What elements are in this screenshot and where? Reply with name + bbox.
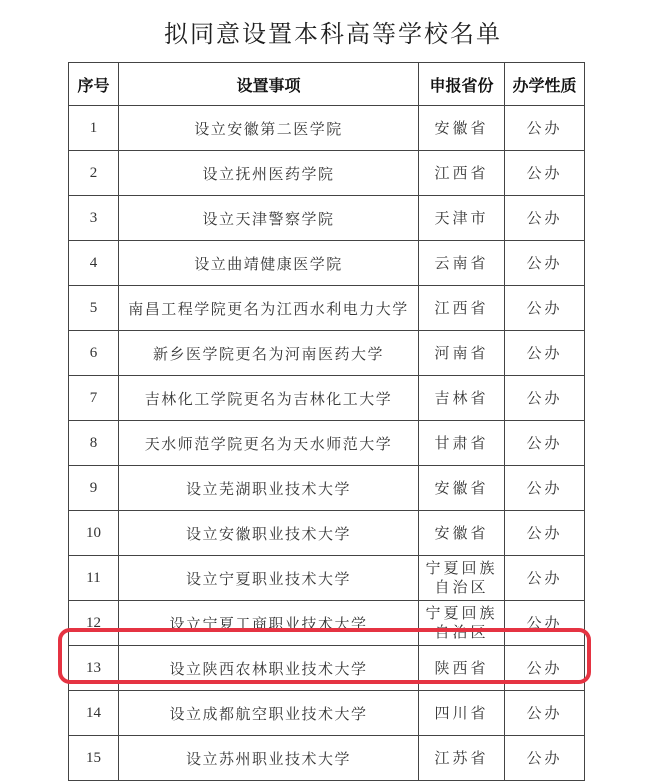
row-establishment-item: 设立宁夏工商职业技术大学 bbox=[119, 601, 419, 646]
row-establishment-item: 设立陕西农林职业技术大学 bbox=[119, 646, 419, 691]
row-serial-number: 12 bbox=[69, 601, 119, 646]
row-establishment-item: 南昌工程学院更名为江西水利电力大学 bbox=[119, 286, 419, 331]
row-province: 河南省 bbox=[419, 331, 505, 376]
row-establishment-item: 设立苏州职业技术大学 bbox=[119, 736, 419, 781]
table-row bbox=[69, 106, 585, 151]
row-serial-number: 15 bbox=[69, 736, 119, 781]
row-serial-number: 11 bbox=[69, 556, 119, 601]
row-establishment-item: 吉林化工学院更名为吉林化工大学 bbox=[119, 376, 419, 421]
row-school-nature: 公办 bbox=[505, 421, 585, 466]
table-row bbox=[69, 196, 585, 241]
row-school-nature: 公办 bbox=[505, 331, 585, 376]
table-row bbox=[69, 151, 585, 196]
table-row bbox=[69, 331, 585, 376]
table-row bbox=[69, 376, 585, 421]
school-list-table bbox=[68, 62, 585, 781]
row-establishment-item: 设立芜湖职业技术大学 bbox=[119, 466, 419, 511]
row-school-nature: 公办 bbox=[505, 286, 585, 331]
row-serial-number: 14 bbox=[69, 691, 119, 736]
row-serial-number: 5 bbox=[69, 286, 119, 331]
document-title: 拟同意设置本科高等学校名单 bbox=[164, 20, 502, 48]
row-province: 宁夏回族自治区 bbox=[419, 556, 505, 601]
row-school-nature: 公办 bbox=[505, 106, 585, 151]
row-serial-number: 13 bbox=[69, 646, 119, 691]
row-establishment-item: 设立宁夏职业技术大学 bbox=[119, 556, 419, 601]
header-province: 申报省份 bbox=[419, 63, 505, 106]
row-school-nature: 公办 bbox=[505, 241, 585, 286]
row-province: 江苏省 bbox=[419, 736, 505, 781]
row-serial-number: 3 bbox=[69, 196, 119, 241]
row-school-nature: 公办 bbox=[505, 601, 585, 646]
row-serial-number: 2 bbox=[69, 151, 119, 196]
row-province: 安徽省 bbox=[419, 466, 505, 511]
row-serial-number: 9 bbox=[69, 466, 119, 511]
row-serial-number: 7 bbox=[69, 376, 119, 421]
row-province: 安徽省 bbox=[419, 106, 505, 151]
row-establishment-item: 设立曲靖健康医学院 bbox=[119, 241, 419, 286]
table-row bbox=[69, 466, 585, 511]
table-row bbox=[69, 511, 585, 556]
header-serial-number: 序号 bbox=[69, 63, 119, 106]
row-province: 陕西省 bbox=[419, 646, 505, 691]
header-school-nature: 办学性质 bbox=[505, 63, 585, 106]
row-province: 江西省 bbox=[419, 286, 505, 331]
row-school-nature: 公办 bbox=[505, 511, 585, 556]
row-establishment-item: 设立安徽第二医学院 bbox=[119, 106, 419, 151]
row-serial-number: 10 bbox=[69, 511, 119, 556]
table-row bbox=[69, 601, 585, 646]
row-province: 宁夏回族自治区 bbox=[419, 601, 505, 646]
row-school-nature: 公办 bbox=[505, 556, 585, 601]
row-serial-number: 8 bbox=[69, 421, 119, 466]
row-serial-number: 1 bbox=[69, 106, 119, 151]
row-school-nature: 公办 bbox=[505, 376, 585, 421]
row-province: 安徽省 bbox=[419, 511, 505, 556]
row-school-nature: 公办 bbox=[505, 646, 585, 691]
row-serial-number: 4 bbox=[69, 241, 119, 286]
table-row bbox=[69, 556, 585, 601]
table-header-row bbox=[69, 63, 585, 106]
header-establishment-item: 设置事项 bbox=[119, 63, 419, 106]
row-province: 吉林省 bbox=[419, 376, 505, 421]
row-school-nature: 公办 bbox=[505, 691, 585, 736]
table-row bbox=[69, 241, 585, 286]
table-row bbox=[69, 691, 585, 736]
row-province: 天津市 bbox=[419, 196, 505, 241]
row-province: 云南省 bbox=[419, 241, 505, 286]
row-school-nature: 公办 bbox=[505, 736, 585, 781]
row-province: 甘肃省 bbox=[419, 421, 505, 466]
row-establishment-item: 设立抚州医药学院 bbox=[119, 151, 419, 196]
row-serial-number: 6 bbox=[69, 331, 119, 376]
row-establishment-item: 设立安徽职业技术大学 bbox=[119, 511, 419, 556]
row-school-nature: 公办 bbox=[505, 151, 585, 196]
table-row bbox=[69, 421, 585, 466]
row-province: 四川省 bbox=[419, 691, 505, 736]
row-school-nature: 公办 bbox=[505, 196, 585, 241]
row-establishment-item: 设立天津警察学院 bbox=[119, 196, 419, 241]
table-row bbox=[69, 286, 585, 331]
row-establishment-item: 设立成都航空职业技术大学 bbox=[119, 691, 419, 736]
row-school-nature: 公办 bbox=[505, 466, 585, 511]
table-row-highlighted bbox=[69, 646, 585, 691]
row-establishment-item: 新乡医学院更名为河南医药大学 bbox=[119, 331, 419, 376]
row-province: 江西省 bbox=[419, 151, 505, 196]
row-establishment-item: 天水师范学院更名为天水师范大学 bbox=[119, 421, 419, 466]
